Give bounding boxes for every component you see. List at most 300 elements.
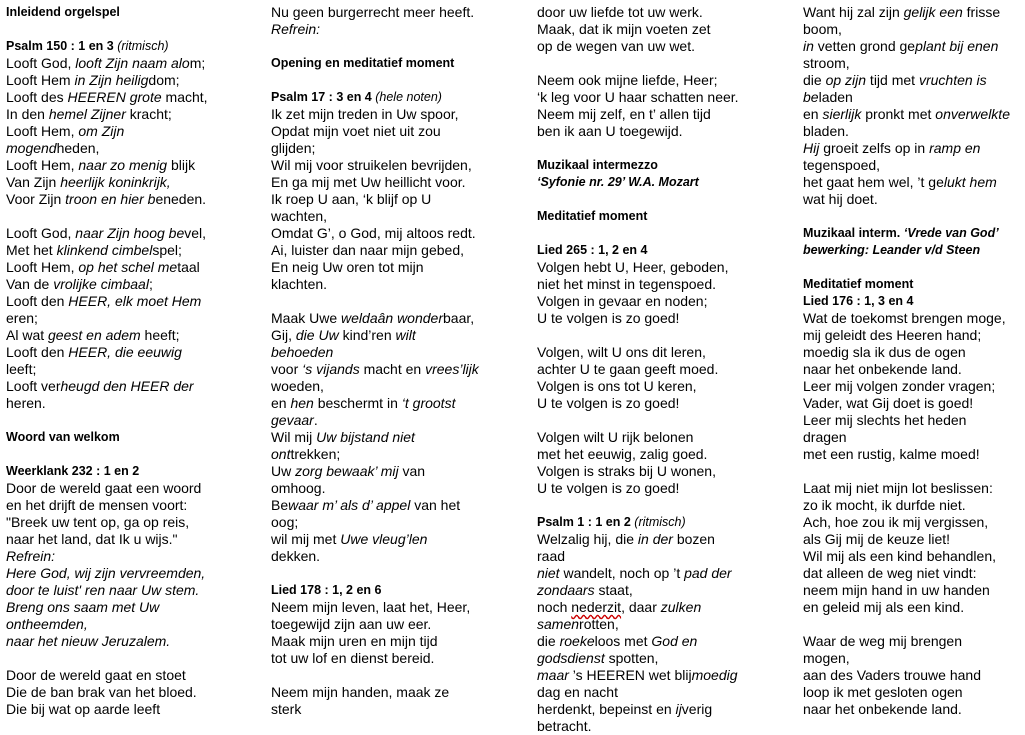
text-segment: door uw liefde tot uw werk. [537,4,703,20]
text-segment: naar het onbekende land. [803,701,962,717]
text-line [537,616,792,633]
text-line [537,310,792,327]
text-line [271,310,526,327]
text-line [803,106,1023,123]
text-line [803,701,1023,718]
text-line [537,123,792,140]
text-line [271,395,526,412]
italic-text: ‘Vrede van God’ [903,226,999,240]
text-line [537,293,792,310]
section-heading [537,208,792,225]
italic-text: Refrein: [271,21,321,37]
text-segment: U te volgen is zo goed! [537,395,680,411]
blank-line [803,616,1023,633]
text-segment: Volgen hebt U, Heer, geboden, [537,259,729,275]
blank-line [271,565,526,582]
blank-line [271,38,526,55]
text-segment: Neem mijn leven, laat het, Heer, [271,599,471,615]
text-segment: Volgen is ons tot U keren, [537,378,697,394]
italic-text: ‘s vijands [302,361,360,377]
text-segment: Weerklank 232 : 1 en 2 [6,464,140,478]
text-segment: naar het land, dat Ik u wijs." [6,531,178,547]
text-segment: spotten, [604,650,659,666]
text-line [271,429,526,446]
text-line [6,582,261,599]
italic-text: HEER, die eeuwig [68,344,182,360]
italic-text: behoeden [271,344,334,360]
text-line [803,378,1023,395]
text-segment: tot uw lof en dienst bereid. [271,650,435,666]
text-segment: Wat de toekomst brengen moge, [803,310,1006,326]
blank-line [537,225,792,242]
column-2 [271,4,526,718]
text-line [803,531,1023,548]
text-segment: wachten, [271,208,328,224]
text-segment: Opdat mijn voet niet uit zou [271,123,441,139]
text-line [271,106,526,123]
text-segment: Psalm 1 : 1 en 2 [537,515,635,529]
text-line [6,123,261,140]
text-line [537,361,792,378]
text-line [537,259,792,276]
text-line [271,701,526,718]
italic-text: zorg bewaak’ mij [295,463,399,479]
text-line [803,480,1023,497]
italic-text: niet [537,565,560,581]
text-line [6,55,261,72]
text-line [6,395,261,412]
text-segment: loop ik met gesloten ogen [803,684,963,700]
text-segment: Laat mij niet mijn lot beslissen: [803,480,993,496]
text-segment: Woord van welkom [6,430,120,444]
text-segment: laden [818,89,853,105]
italic-text: klinkend cimbel [56,242,153,258]
text-segment: als Gij mij de keuze liet! [803,531,951,547]
text-segment: tijd met [866,72,919,88]
text-segment: In den [6,106,49,122]
text-segment: Volgen, wilt U ons dit leren, [537,344,706,360]
text-line [803,429,1023,446]
italic-text: vrees’lijk [425,361,479,377]
italic-text: weldaân wonder [341,310,443,326]
text-segment: Muzikaal interm. [803,226,904,240]
text-line [803,395,1023,412]
text-line [537,446,792,463]
text-line [271,463,526,480]
text-segment: , daar [621,599,661,615]
section-heading [537,242,792,259]
text-segment: En ga mij met Uw heillicht voor. [271,174,466,190]
section-heading [803,242,1023,259]
italic-text: moedig [691,667,738,683]
text-line [803,310,1023,327]
text-line [6,378,261,395]
italic-text: troon en hier b [65,191,156,207]
blank-line [537,55,792,72]
italic-text: door te luist' ren naar Uw stem. [6,582,200,598]
text-line [271,344,526,361]
blank-line [271,667,526,684]
text-line [537,582,792,599]
text-line [6,310,261,327]
text-segment: Die de ban brak van het bloed. [6,684,197,700]
text-line [537,531,792,548]
text-line [537,633,792,650]
text-segment: U te volgen is zo goed! [537,310,680,326]
text-line [271,4,526,21]
text-line [271,378,526,395]
italic-text: godsdienst [537,650,605,666]
text-segment: vel, [184,225,207,241]
text-segment: "Breek uw tent op, ga op reis, [6,514,190,530]
text-line [271,208,526,225]
text-segment: Lied 176 : 1, 3 en 4 [803,294,914,308]
text-segment: Al wat [6,327,49,343]
text-line [803,650,1023,667]
text-segment: Ik zet mijn treden in Uw spoor, [271,106,459,122]
text-segment: bladen. [803,123,849,139]
text-segment: verig [681,701,713,717]
italic-text: die Uw [295,327,339,343]
italic-text: wilt [395,327,416,343]
text-line [803,582,1023,599]
text-segment: ‘k leg voor U haar schatten neer. [537,89,739,105]
text-line [271,633,526,650]
text-segment: dekken. [271,548,321,564]
italic-text: vrolijke cimbaal [53,276,149,292]
blank-line [537,497,792,514]
blank-line [6,650,261,667]
text-segment: frisse [962,4,1001,20]
italic-text: lukt hem [943,174,997,190]
text-line [537,106,792,123]
text-line [6,140,261,157]
text-segment: Ai, luister dan naar mijn gebed, [271,242,464,258]
section-heading [803,276,1023,293]
text-segment: neem mijn hand in uw handen [803,582,990,598]
text-segment: zo ik mocht, ik durfde niet. [803,497,966,513]
italic-text: zulken [660,599,702,615]
text-segment: tegenspoed, [803,157,881,173]
text-line [803,191,1023,208]
text-segment: van het [410,497,461,513]
text-line [271,276,526,293]
blank-line [537,140,792,157]
italic-text: om Zijn [78,123,125,139]
italic-text: vruchten is [918,72,987,88]
text-line [6,259,261,276]
text-line [537,701,792,718]
tempo-note: (ritmisch) [117,39,169,53]
text-segment: Van de [6,276,54,292]
text-segment: Uw [271,463,296,479]
text-segment: Gij, [271,327,296,343]
text-segment: spel; [152,242,182,258]
italic-text: zondaars [537,582,595,598]
blank-line [271,293,526,310]
text-line [537,718,792,735]
italic-text: Uwe vleug’len [340,531,428,547]
text-segment: en geleid mij als een kind. [803,599,965,615]
italic-text: in Zijn heilig [74,72,149,88]
text-segment: met een rustig, kalme moed! [803,446,980,462]
text-segment: Omdat G’, o God, mij altoos redt. [271,225,476,241]
text-line [803,684,1023,701]
blank-line [6,412,261,429]
text-line [537,667,792,684]
text-line [271,225,526,242]
text-segment: toegewijd zijn aan uw eer. [271,616,432,632]
text-line [271,531,526,548]
text-line [803,599,1023,616]
text-segment: Neem mij zelf, en t’ allen tijd [537,106,711,122]
text-segment: mogen, [803,650,850,666]
text-segment: en het drijft de mensen voort: [6,497,188,513]
text-segment: pronkt met [861,106,936,122]
text-segment: leeft; [6,361,37,377]
text-segment: Looft God, [6,225,76,241]
blank-line [537,327,792,344]
italic-text: heugd den HEER der [60,378,194,394]
italic-text: waar m’ als d’ appel [288,497,411,513]
italic-text: hen [290,395,314,411]
text-segment: Waar de weg mij brengen [803,633,963,649]
section-heading [6,4,261,21]
text-line [271,412,526,429]
text-segment: Vader, wat Gij doet is goed! [803,395,974,411]
column-1 [6,4,261,718]
text-segment: voor [271,361,303,377]
text-line [6,514,261,531]
italic-text: roeke [559,633,595,649]
text-segment: betracht. [537,718,592,734]
italic-text: op zijn [825,72,867,88]
text-segment: loos met [594,633,652,649]
text-segment: eneden. [155,191,207,207]
text-segment: het gaat hem wel, ’t ge [803,174,944,190]
text-line [271,480,526,497]
text-line [271,361,526,378]
text-segment: Looft Hem, [6,259,79,275]
text-segment: Neem ook mijne liefde, Heer; [537,72,718,88]
text-line [803,667,1023,684]
text-line [537,684,792,701]
text-line [6,548,261,565]
text-line [271,140,526,157]
text-segment: klachten. [271,276,328,292]
text-segment: mij geleidt des Heeren hand; [803,327,982,343]
text-line [537,480,792,497]
blank-line [537,412,792,429]
text-segment: Looft Hem, [6,157,79,173]
italic-text: sierlijk [822,106,862,122]
text-line [803,497,1023,514]
text-segment: Meditatief moment [537,209,648,223]
italic-text: naar Zijn hoog be [75,225,185,241]
spellcheck-word: nederzit [571,599,622,615]
text-segment: niet het minst in tegenspoed. [537,276,717,292]
text-line [803,344,1023,361]
text-segment: Looft den [6,344,69,360]
text-segment: Be [271,497,289,513]
text-line [271,616,526,633]
text-segment: boom, [803,21,842,37]
text-line [271,191,526,208]
text-line [6,191,261,208]
text-segment: met het eeuwig, zalig goed. [537,446,708,462]
text-segment: Wil mij als een kind behandlen, [803,548,996,564]
tempo-note: (ritmisch) [634,515,686,529]
text-line [6,106,261,123]
text-line [803,140,1023,157]
text-line [803,327,1023,344]
text-line [803,89,1023,106]
italic-text: ramp en [929,140,981,156]
text-segment: baar, [443,310,475,326]
text-segment: Neem mijn handen, maak ze [271,684,450,700]
italic-text: ont [271,446,291,462]
italic-text: geest en adem [48,327,141,343]
text-line [6,225,261,242]
text-segment: Meditatief moment [803,277,914,291]
text-segment: van [398,463,426,479]
section-heading [803,293,1023,310]
italic-text: HEER, elk moet Hem [68,293,202,309]
text-segment: naar het onbekende land. [803,361,962,377]
italic-text: be [803,89,819,105]
section-heading [6,38,261,55]
blank-line [271,72,526,89]
text-segment: omhoog. [271,480,326,496]
section-heading [6,463,261,480]
text-line [537,395,792,412]
text-line [537,344,792,361]
italic-text: heerlijk koninkrijk, [60,174,171,190]
section-heading [537,174,792,191]
text-segment: en [271,395,291,411]
text-segment: blijk [167,157,196,173]
text-segment: dragen [803,429,847,445]
text-segment: bozen [672,531,715,547]
text-line [803,361,1023,378]
column-4 [803,4,1023,718]
text-segment: achter U te gaan geeft moed. [537,361,719,377]
text-line [6,616,261,633]
text-line [537,599,792,616]
text-segment: dag en nacht [537,684,618,700]
text-line [6,497,261,514]
text-segment: Die bij wat op aarde leeft [6,701,161,717]
section-heading [271,89,526,106]
text-segment: en [803,106,823,122]
text-line [271,497,526,514]
text-segment: groeit zelfs op in [819,140,930,156]
blank-line [803,463,1023,480]
italic-text: in der [637,531,673,547]
text-line [6,684,261,701]
italic-text: naar zo menig [78,157,168,173]
italic-text: Refrein: [6,548,56,564]
text-line [6,667,261,684]
italic-text: God en [651,633,698,649]
column-3 [537,4,792,735]
text-line [271,684,526,701]
text-line [271,21,526,38]
tempo-note: (hele noten) [375,90,442,104]
text-line [803,548,1023,565]
blank-line [6,446,261,463]
text-segment: Nu geen burgerrecht meer heeft. [271,4,475,20]
text-line [537,21,792,38]
text-line [271,327,526,344]
text-line [271,446,526,463]
text-segment: moedig sla ik dus de ogen [803,344,966,360]
text-line [537,276,792,293]
text-segment: aan des Vaders trouwe hand [803,667,981,683]
italic-text: maar [537,667,569,683]
text-line [6,701,261,718]
text-segment: Psalm 17 : 3 en 4 [271,90,376,104]
text-segment: op de wegen van uw wet. [537,38,695,54]
italic-text: ontheemden, [6,616,88,632]
text-segment: Maak Uwe [271,310,342,326]
italic-text: mogend [6,140,57,156]
text-line [6,361,261,378]
text-segment: Lied 178 : 1, 2 en 6 [271,583,382,597]
text-segment: wandelt, noch op ’t [559,565,685,581]
text-line [6,480,261,497]
text-segment: Psalm 150 : 1 en 3 [6,39,118,53]
text-segment: Looft des [6,89,68,105]
blank-line [6,208,261,225]
text-segment: Welzalig hij, die [537,531,638,547]
text-segment: Wil mij [271,429,317,445]
section-heading [271,582,526,599]
text-segment: ben ik aan U toegewijd. [537,123,683,139]
text-line [6,633,261,650]
text-segment: sterk [271,701,302,717]
italic-text: gelijk een [903,4,963,20]
italic-text: onverwelkte [935,106,1010,122]
text-line [6,157,261,174]
text-line [537,378,792,395]
italic-text: Here God, wij zijn vervreemden, [6,565,206,581]
text-line [271,157,526,174]
text-line [803,21,1023,38]
text-segment: dat alleen de weg niet vindt: [803,565,977,581]
text-line [6,89,261,106]
text-segment: noch [537,599,572,615]
text-segment: ; [148,276,153,292]
text-line [537,38,792,55]
text-segment: Leer mij slechts het heden [803,412,967,428]
text-segment: die [537,633,560,649]
text-segment: Volgen in gevaar en noden; [537,293,708,309]
text-segment: woeden, [271,378,324,394]
text-segment: die [803,72,826,88]
italic-text: Hij [803,140,820,156]
italic-text: ij [675,701,682,717]
text-line [6,72,261,89]
italic-text: looft Zijn naam alo [75,55,190,71]
text-segment: raad [537,548,566,564]
text-line [537,4,792,21]
text-line [803,72,1023,89]
text-segment: staat, [594,582,633,598]
text-segment: Lied 265 : 1, 2 en 4 [537,243,648,257]
italic-text: naar het nieuw Jeruzalem. [6,633,171,649]
text-line [537,463,792,480]
